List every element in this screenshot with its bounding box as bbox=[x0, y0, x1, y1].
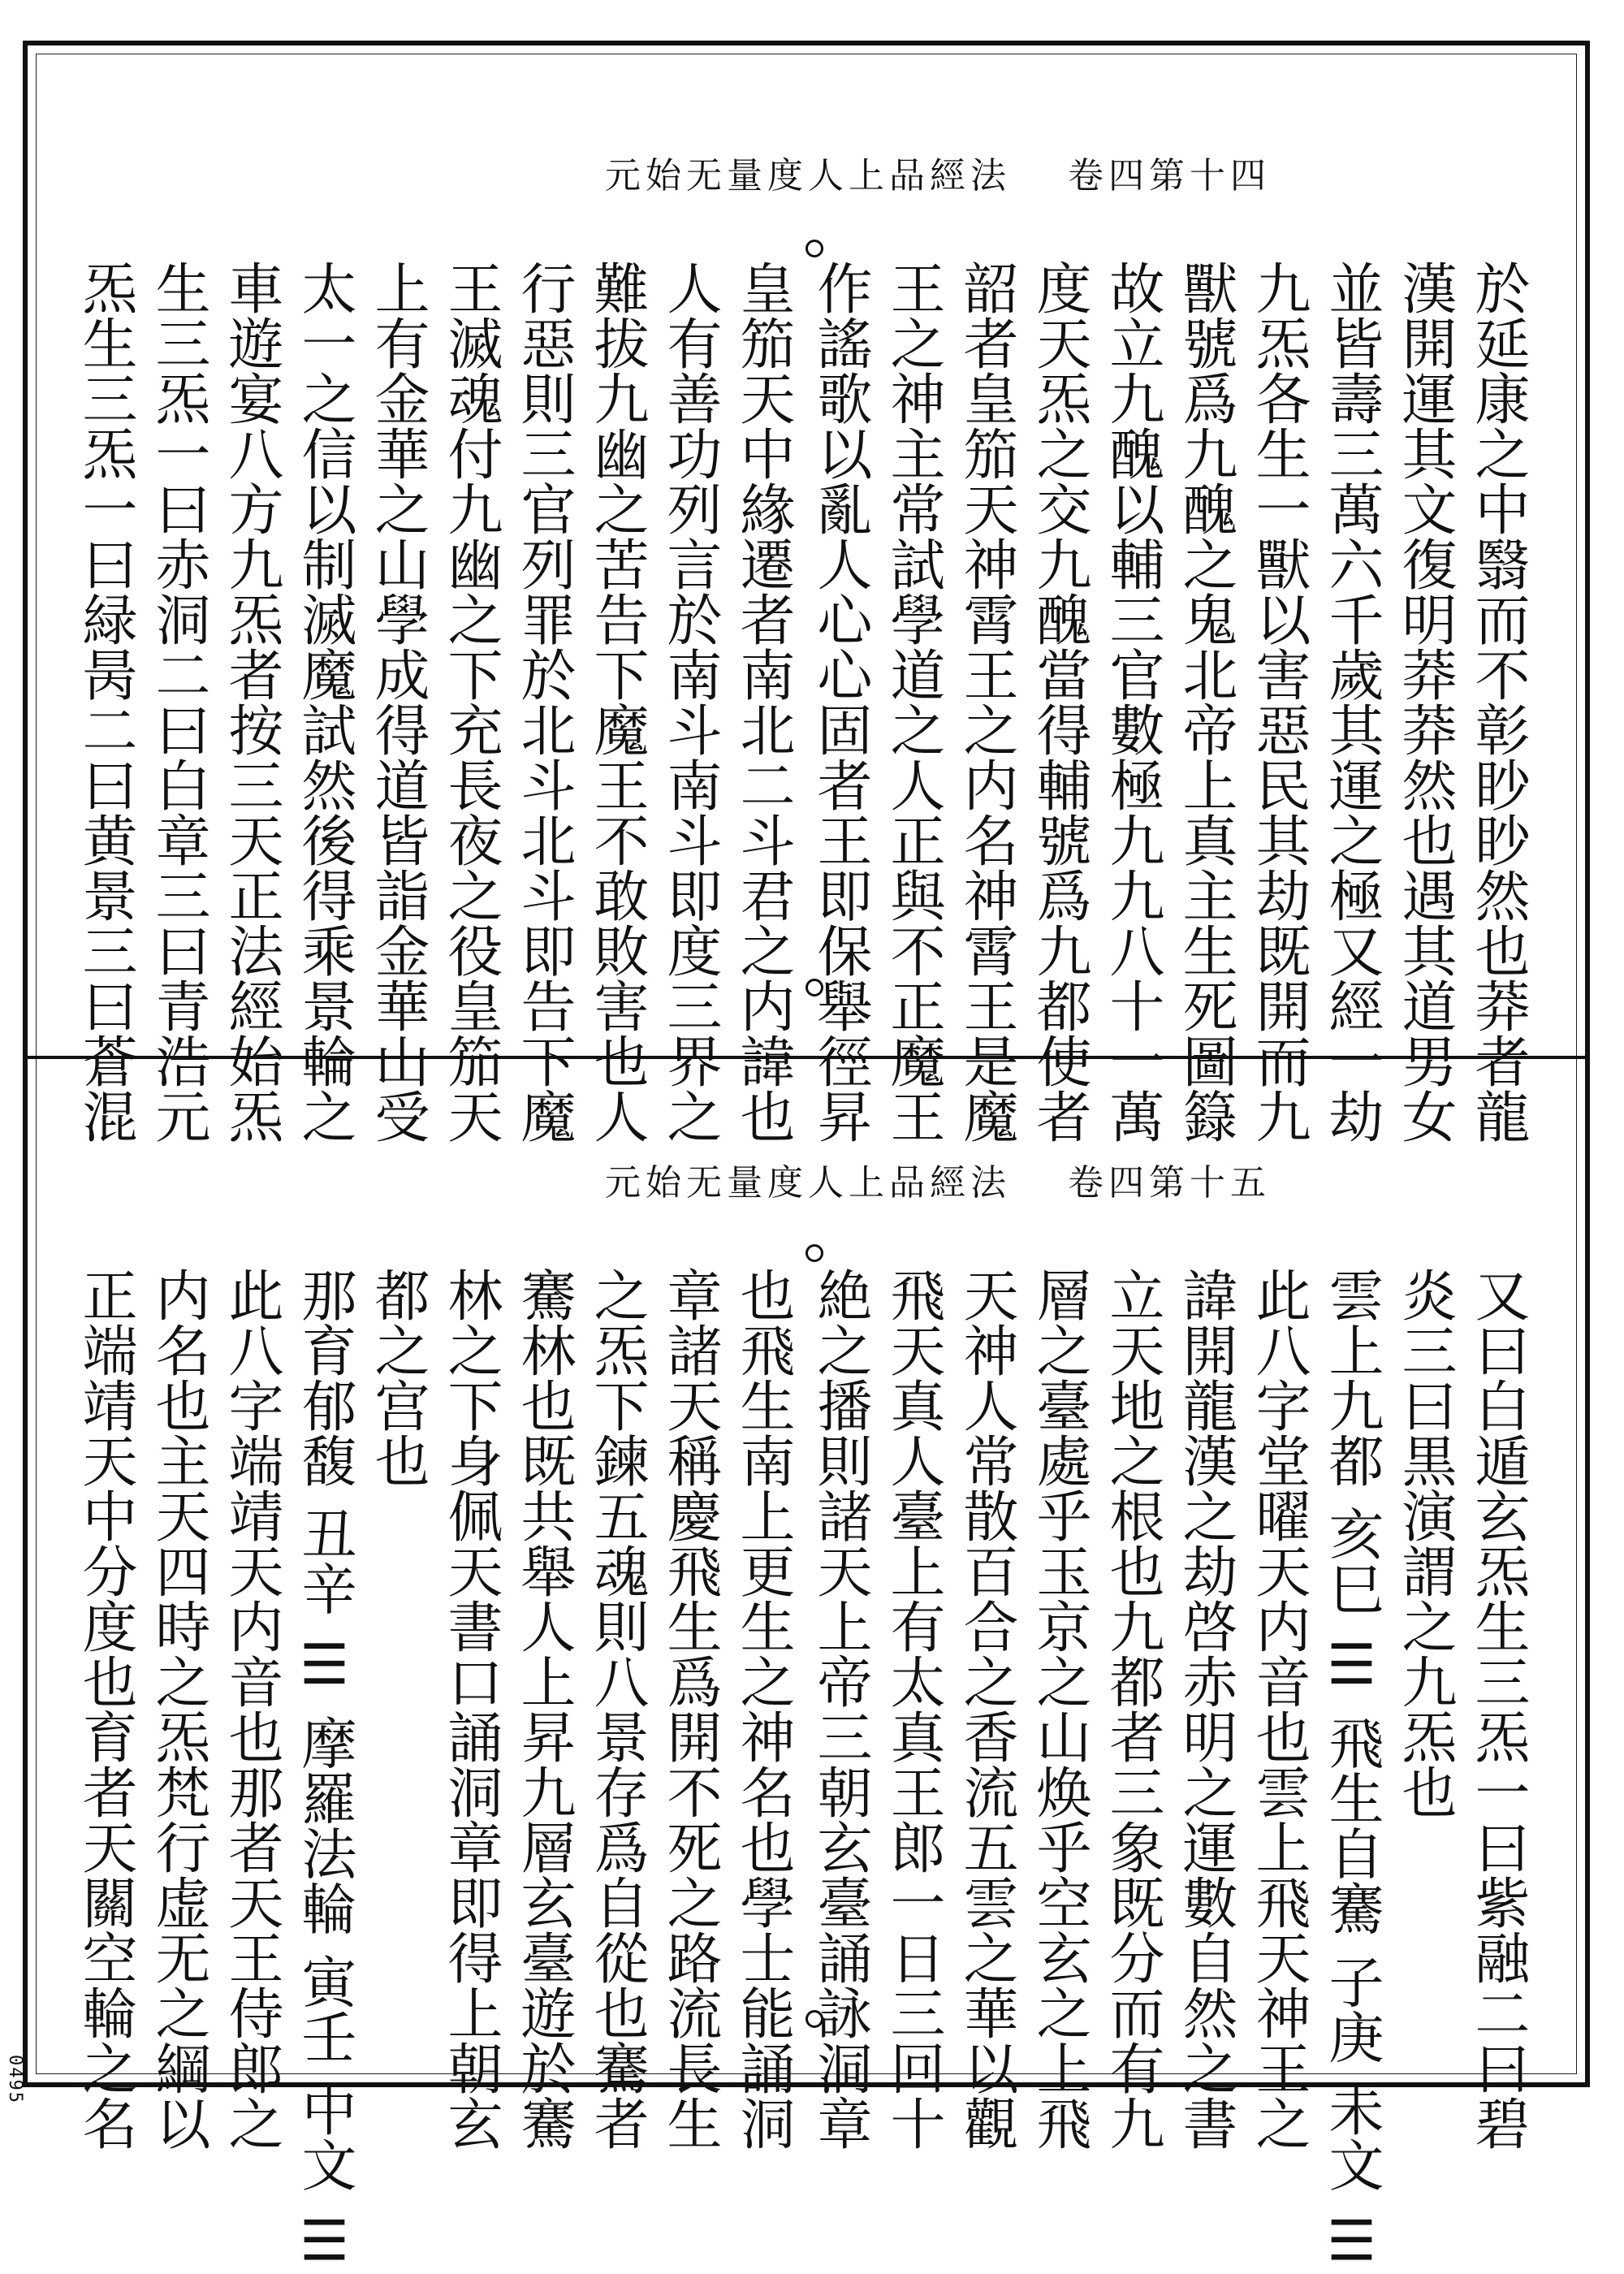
text-column: 騫林也既共舉人上昇九層玄臺遊於騫 bbox=[512, 1267, 576, 2151]
text-column: 漢開運其文復明莽莽然也遇其道男女 bbox=[1393, 260, 1457, 1143]
text-column: 立天地之根也九都者三象既分而有九 bbox=[1100, 1267, 1164, 2151]
bottom-header-volume: 卷四第十五 bbox=[1068, 1162, 1271, 1204]
text-column: 天神人常散百合之香流五雲之華以觀 bbox=[954, 1267, 1018, 2151]
top-header-volume: 卷四第十四 bbox=[1068, 155, 1271, 197]
text-column: 故立九醜以輔三官數極九九八十一萬 bbox=[1100, 260, 1164, 1143]
text-column: 層之臺處乎玉京之山焕乎空玄之上飛 bbox=[1027, 1267, 1091, 2151]
text-column: 皇笳天中緣遷者南北二斗君之内諱也 bbox=[731, 260, 795, 1143]
top-header bbox=[605, 146, 1271, 198]
text-marker bbox=[806, 240, 823, 257]
text-column: 行惡則三官列罪於北斗北斗即告下魔 bbox=[512, 260, 576, 1143]
text-column: 又曰白遁玄炁生三炁一曰紫融二曰碧 bbox=[1466, 1267, 1530, 2151]
text-column: 韶者皇笳天神霄王之内名神霄王是魔 bbox=[954, 260, 1018, 1143]
text-column: 也飛生南上更生之神名也學士能誦洞 bbox=[731, 1267, 795, 2151]
bottom-header-title: 元始无量度人上品經法 bbox=[605, 1162, 1011, 1204]
page-number: 0495 bbox=[5, 2055, 25, 2104]
text-column: 太一之信以制滅魔試然後得乘景輪之 bbox=[292, 260, 356, 1143]
text-column: 正端靖天中分度也育者天關空輪之名 bbox=[73, 1267, 137, 2151]
text-column: 人有善功列言於南斗南斗即度三界之 bbox=[658, 260, 722, 1143]
text-column: 車遊宴八方九炁者按三天正法經始炁 bbox=[219, 260, 283, 1143]
text-column: 此八字堂曜天内音也雲上飛天神王之 bbox=[1246, 1267, 1311, 2151]
text-column: 炁生三炁一曰緑昺二曰黄景三曰蒼混 bbox=[73, 260, 137, 1143]
text-column: 雲上九都 亥巳 ☰ 飛生自騫 子庚 未文 ☰ bbox=[1320, 1267, 1384, 2274]
text-column: 獸號爲九醜之鬼北帝上真主生死圖籙 bbox=[1173, 260, 1237, 1143]
text-column: 諱開龍漢之劫啓赤明之運數自然之書 bbox=[1173, 1267, 1237, 2151]
text-column: 作謠歌以亂人心心固者王即保舉徑昇 bbox=[808, 260, 872, 1143]
text-column: 之炁下鍊五魂則八景存爲自從也騫者 bbox=[585, 1267, 649, 2151]
text-column: 章諸天稱慶飛生爲開不死之路流長生 bbox=[658, 1267, 722, 2151]
text-column: 並皆壽三萬六千歲其運之極又經一劫 bbox=[1320, 260, 1384, 1143]
text-column: 絶之播則諸天上帝三朝玄臺誦詠洞章 bbox=[808, 1267, 872, 2151]
text-column: 王之神主常試學道之人正與不正魔王 bbox=[881, 260, 945, 1143]
text-column: 上有金華之山學成得道皆詣金華山受 bbox=[365, 260, 430, 1143]
text-column: 王滅魂付九幽之下充長夜之役皇笳天 bbox=[438, 260, 503, 1143]
text-column: 九炁各生一獸以害惡民其劫既開而九 bbox=[1246, 260, 1311, 1143]
text-column: 度天炁之交九醜當得輔號爲九都使者 bbox=[1027, 260, 1091, 1143]
text-column: 内名也主天四時之炁梵行虚无之綱以 bbox=[146, 1267, 210, 2151]
text-column: 飛天真人臺上有太真王郎一日三回十 bbox=[881, 1267, 945, 2151]
top-header-title: 元始无量度人上品經法 bbox=[605, 155, 1011, 197]
text-column: 林之下身佩天書口誦洞章即得上朝玄 bbox=[438, 1267, 503, 2151]
text-column: 於延康之中翳而不彰眇眇然也莽者龍 bbox=[1466, 260, 1530, 1143]
text-column: 炎三曰黒演謂之九炁也 bbox=[1393, 1267, 1457, 1819]
text-marker bbox=[806, 1244, 823, 1262]
text-column: 難拔九幽之苦告下魔王不敢敗害也人 bbox=[585, 260, 649, 1143]
text-column: 生三炁一曰赤洞二曰白章三曰青浩元 bbox=[146, 260, 210, 1143]
text-column: 此八字端靖天内音也那者天王侍郎之 bbox=[219, 1267, 283, 2151]
bottom-header bbox=[605, 1153, 1271, 1205]
text-column: 都之宫也 bbox=[365, 1267, 430, 1488]
text-column: 那育郁馥 丑辛 ☰ 摩羅法輪 寅壬 中文 ☰ bbox=[292, 1267, 356, 2274]
